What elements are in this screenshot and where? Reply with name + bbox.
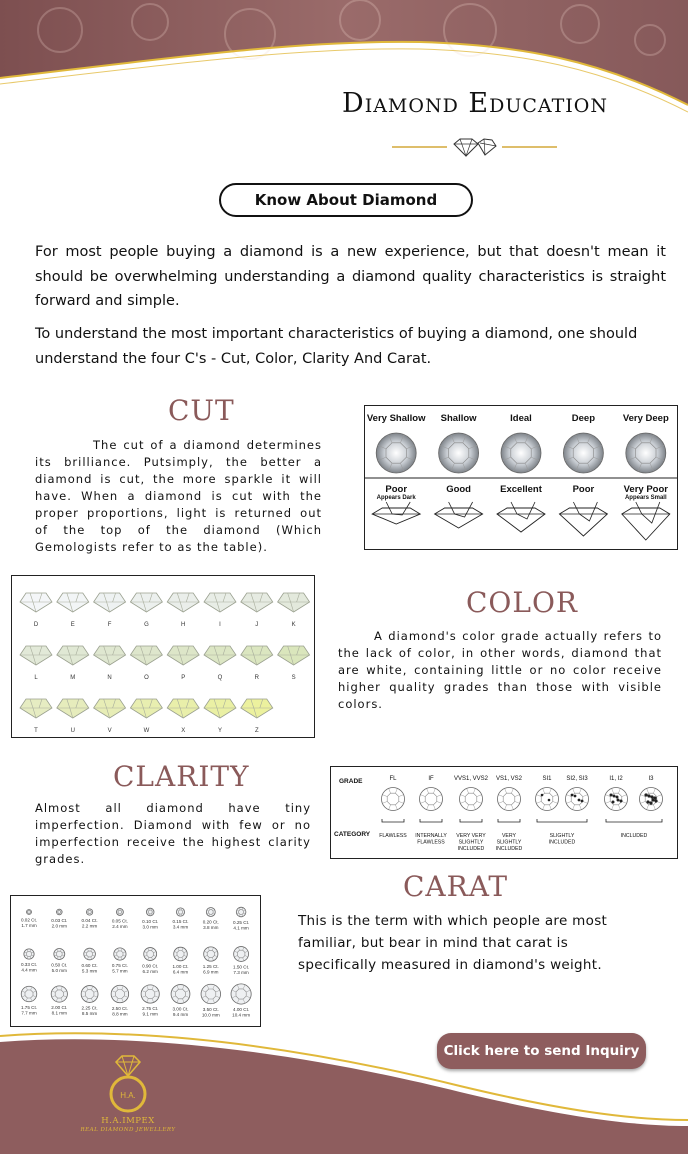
clarity-diamond-icon bbox=[498, 788, 521, 811]
color-diamond-icon bbox=[204, 646, 236, 665]
carat-diamond-icon bbox=[111, 985, 129, 1003]
color-diamond-icon bbox=[130, 699, 162, 718]
color-grade-label: E bbox=[70, 622, 75, 628]
carat-size-label: 5.7 mm bbox=[112, 968, 128, 974]
color-diamond-icon bbox=[130, 593, 162, 612]
carat-diamond-icon bbox=[171, 985, 190, 1004]
carat-weight-label: 3.00 Ct. bbox=[172, 1006, 189, 1012]
carat-diamond-icon bbox=[174, 947, 188, 961]
color-diamond-icon bbox=[130, 646, 162, 665]
clarity-category-label: VERY bbox=[501, 833, 517, 839]
clarity-chart bbox=[330, 766, 678, 859]
carat-size-label: 6.4 mm bbox=[172, 969, 189, 975]
cut-grade-label: Good bbox=[446, 484, 472, 495]
carat-weight-label: 0.60 Ct. bbox=[81, 962, 98, 968]
clarity-grade-label: IF bbox=[428, 776, 434, 782]
color-diamond-icon bbox=[94, 593, 126, 612]
carat-weight-label: 1.50 Ct. bbox=[233, 964, 250, 970]
cut-grade-label: Poor bbox=[385, 484, 408, 495]
carat-diamond-icon bbox=[201, 984, 221, 1004]
clarity-category-label: SLIGHTLY bbox=[549, 833, 575, 839]
carat-description: This is the term with which people are most familiar, but bear in mind that carat is specifically measured in diamond's weight. bbox=[298, 913, 608, 973]
carat-weight-label: 0.25 Ct. bbox=[233, 919, 250, 925]
carat-diamond-icon bbox=[206, 908, 215, 917]
color-grade-label: M bbox=[70, 675, 76, 681]
carat-size-label: 9.1 mm bbox=[142, 1011, 158, 1017]
carat-size-label: 10.0 mm bbox=[201, 1012, 220, 1018]
carat-size-label: 8.1 mm bbox=[51, 1010, 67, 1016]
cut-description: The cut of a diamond determines its brilliance. Putsimply, the better a diamond is cut, the more sparkle it will have. When a diamond is cut with the proper proportions, light is returned out of the top of the diamond (Which Gemologists refer to as the table). bbox=[35, 438, 322, 554]
carat-diamond-icon bbox=[144, 948, 157, 961]
cut-profile-icon bbox=[372, 502, 420, 524]
clarity-bracket bbox=[537, 819, 587, 822]
intro-paragraph: For most people buying a diamond is a new experience, but that doesn't mean it should be overwhelming understanding a diamond quality characteristics is straight forward and simple. bbox=[35, 244, 666, 309]
page-title: Diamond Education bbox=[342, 88, 608, 119]
clarity-grade-label: SI1 bbox=[542, 776, 552, 782]
color-grade-label: O bbox=[144, 675, 149, 681]
carat-size-label: 5.3 mm bbox=[81, 968, 98, 974]
color-grade-label: K bbox=[291, 622, 296, 628]
carat-diamond-icon bbox=[24, 949, 34, 959]
carat-diamond-icon bbox=[51, 986, 67, 1002]
clarity-grade-heading: GRADE bbox=[339, 778, 363, 785]
carat-weight-label: 2.00 Ct. bbox=[51, 1005, 68, 1011]
clarity-bracket bbox=[382, 819, 404, 822]
cut-chart bbox=[364, 405, 678, 550]
cut-depth-label: Ideal bbox=[510, 413, 532, 424]
carat-diamond-icon bbox=[146, 908, 154, 916]
clarity-diamond-icon bbox=[640, 788, 663, 811]
clarity-category-label: FLAWLESS bbox=[417, 839, 445, 846]
cut-depth-label: Deep bbox=[571, 413, 596, 424]
carat-weight-label: 0.04 Ct. bbox=[81, 918, 98, 924]
carat-weight-label: 2.25 Ct. bbox=[81, 1005, 98, 1011]
carat-diamond-icon bbox=[234, 947, 249, 962]
clarity-bracket bbox=[606, 819, 662, 822]
carat-title: CARAT bbox=[403, 870, 509, 903]
cut-diamond-top-icon bbox=[563, 433, 603, 473]
clarity-title: CLARITY bbox=[113, 760, 250, 793]
cut-grade-sublabel: Appears Dark bbox=[376, 495, 416, 501]
carat-weight-label: 0.20 Ct. bbox=[202, 919, 219, 925]
clarity-grade-label: I3 bbox=[648, 776, 654, 782]
carat-weight-label: 1.00 Ct. bbox=[172, 963, 189, 969]
clarity-category-label: SLIGHTLY bbox=[458, 839, 484, 846]
color-grade-label: W bbox=[143, 728, 150, 734]
color-diamond-icon bbox=[20, 593, 52, 612]
clarity-category-label: INCLUDED bbox=[495, 846, 523, 852]
logo-monogram: H.A. bbox=[120, 1091, 136, 1100]
cut-diamond-top-icon bbox=[501, 433, 541, 473]
clarity-bracket bbox=[420, 819, 442, 822]
cut-depth-label: Very Shallow bbox=[366, 413, 426, 424]
clarity-diamond-icon bbox=[460, 788, 483, 811]
color-grade-label: Q bbox=[217, 675, 223, 681]
brand-name: H.A.IMPEX bbox=[101, 1116, 155, 1126]
clarity-grade-label: I1, I2 bbox=[609, 776, 623, 782]
carat-size-label: 2.4 mm bbox=[112, 923, 128, 929]
color-diamond-icon bbox=[204, 699, 236, 718]
color-grade-label: H bbox=[181, 622, 186, 628]
color-grade-label: F bbox=[107, 622, 112, 628]
carat-size-label: 8.8 mm bbox=[112, 1011, 128, 1017]
color-diamond-icon bbox=[20, 699, 52, 718]
carat-weight-label: 0.02 Ct. bbox=[20, 917, 38, 923]
color-grade-label: D bbox=[33, 622, 39, 628]
carat-weight-label: 0.03 Ct. bbox=[51, 917, 68, 923]
color-diamond-icon bbox=[167, 646, 199, 665]
color-diamond-icon bbox=[278, 593, 310, 612]
carat-diamond-icon bbox=[21, 986, 37, 1002]
carat-diamond-icon bbox=[27, 910, 32, 915]
clarity-diamond-icon bbox=[382, 788, 405, 811]
clarity-diamond-icon bbox=[420, 788, 443, 811]
carat-size-label: 4.1 mm bbox=[233, 925, 249, 931]
color-grade-label: J bbox=[255, 622, 259, 628]
diamond-ornament-icon bbox=[392, 134, 557, 160]
clarity-category-label: INCLUDED bbox=[620, 833, 648, 839]
color-grade-label: Z bbox=[254, 728, 259, 734]
carat-weight-label: 0.05 Ct. bbox=[111, 918, 128, 924]
header-banner bbox=[0, 0, 688, 140]
color-chart bbox=[11, 575, 315, 738]
color-diamond-icon bbox=[57, 646, 89, 665]
carat-weight-label: 4.00 Ct. bbox=[233, 1007, 250, 1013]
clarity-grade-label: SI2, SI3 bbox=[566, 776, 588, 782]
carat-size-label: 3.0 mm bbox=[142, 924, 158, 930]
color-diamond-icon bbox=[204, 593, 236, 612]
color-grade-label: R bbox=[254, 675, 259, 681]
cut-diamond-top-icon bbox=[626, 433, 666, 473]
color-grade-label: U bbox=[70, 728, 75, 734]
color-diamond-icon bbox=[57, 699, 89, 718]
color-diamond-icon bbox=[241, 646, 273, 665]
carat-weight-label: 2.75 Ct. bbox=[142, 1006, 159, 1012]
cut-profile-icon bbox=[497, 502, 545, 532]
carat-size-label: 2.0 mm bbox=[51, 923, 67, 929]
clarity-bracket bbox=[460, 819, 482, 822]
carat-size-label: 6.9 mm bbox=[203, 969, 219, 975]
cut-depth-label: Very Deep bbox=[622, 413, 669, 424]
carat-diamond-icon bbox=[81, 986, 98, 1003]
carat-size-label: 10.4 mm bbox=[232, 1012, 251, 1018]
color-diamond-icon bbox=[241, 593, 273, 612]
brand-tagline: REAL DIAMOND JEWELLERY bbox=[80, 1127, 176, 1133]
carat-size-label: 1.7 mm bbox=[21, 923, 37, 928]
carat-diamond-icon bbox=[84, 948, 96, 960]
intro-paragraph: To understand the most important characteristics of buying a diamond, one should understand the four C's - Cut, Color, Clarity And Carat. bbox=[35, 326, 638, 367]
carat-diamond-icon bbox=[116, 909, 123, 916]
carat-weight-label: 2.50 Ct. bbox=[111, 1005, 128, 1011]
cut-grade-label: Poor bbox=[572, 484, 595, 495]
clarity-grade-label: FL bbox=[389, 776, 397, 782]
clarity-diamond-icon bbox=[605, 788, 628, 811]
cut-profile-icon bbox=[435, 502, 483, 528]
cut-diamond-top-icon bbox=[376, 433, 416, 473]
color-diamond-icon bbox=[94, 699, 126, 718]
carat-size-label: 3.8 mm bbox=[203, 924, 219, 930]
carat-weight-label: 3.50 Ct. bbox=[202, 1006, 219, 1012]
color-diamond-icon bbox=[278, 646, 310, 665]
clarity-bracket bbox=[498, 819, 520, 822]
clarity-diamond-icon bbox=[536, 788, 559, 811]
carat-weight-label: 1.75 Ct. bbox=[20, 1004, 38, 1010]
color-grade-label: V bbox=[107, 728, 112, 734]
carat-weight-label: 0.33 Ct. bbox=[20, 962, 38, 968]
clarity-description: Almost all diamond have tiny imperfection. Diamond with few or no imperfection receive the highest clarity grades. bbox=[35, 801, 311, 866]
carat-size-label: 7.3 mm bbox=[233, 969, 249, 975]
color-diamond-icon bbox=[94, 646, 126, 665]
carat-diamond-icon bbox=[86, 909, 92, 915]
send-inquiry-button[interactable]: Click here to send Inquiry bbox=[437, 1033, 646, 1069]
color-grade-label: Y bbox=[217, 728, 223, 734]
color-diamond-icon bbox=[241, 699, 273, 718]
carat-weight-label: 0.90 Ct. bbox=[142, 963, 159, 969]
carat-size-label: 4.4 mm bbox=[21, 967, 37, 973]
carat-diamond-icon bbox=[54, 949, 65, 960]
carat-weight-label: 0.75 Ct. bbox=[111, 963, 128, 969]
color-grade-label: G bbox=[144, 622, 149, 628]
carat-weight-label: 1.25 Ct. bbox=[202, 964, 219, 970]
color-diamond-icon bbox=[20, 646, 52, 665]
cut-depth-label: Shallow bbox=[440, 413, 477, 424]
clarity-category-heading: CATEGORY bbox=[334, 831, 371, 838]
clarity-diamond-icon bbox=[566, 788, 589, 811]
carat-diamond-icon bbox=[204, 947, 218, 961]
color-diamond-icon bbox=[57, 593, 89, 612]
cut-title: CUT bbox=[168, 394, 235, 427]
color-grade-label: T bbox=[34, 728, 38, 734]
color-grade-label: S bbox=[291, 675, 296, 681]
carat-size-label: 8.5 mm bbox=[81, 1010, 98, 1016]
carat-weight-label: 0.10 Ct. bbox=[142, 918, 159, 924]
carat-diamond-icon bbox=[114, 948, 126, 960]
carat-diamond-icon bbox=[56, 909, 62, 915]
color-grade-label: N bbox=[107, 675, 112, 681]
carat-size-label: 7.7 mm bbox=[21, 1010, 37, 1016]
color-grade-label: P bbox=[181, 675, 186, 681]
clarity-category-label: SLIGHTLY bbox=[496, 839, 522, 846]
cut-diamond-top-icon bbox=[439, 433, 479, 473]
color-diamond-icon bbox=[167, 699, 199, 718]
carat-diamond-icon bbox=[236, 907, 246, 917]
carat-size-label: 3.4 mm bbox=[172, 924, 189, 930]
cut-grade-label: Excellent bbox=[500, 484, 542, 495]
color-description: A diamond's color grade actually refers to the lack of color, in other words, diamond that are white, containing little or no color receive higher quality grades than those with visible colors. bbox=[338, 629, 662, 711]
carat-weight-label: 0.15 Ct. bbox=[172, 919, 189, 925]
cut-grade-sublabel: Appears Small bbox=[624, 495, 667, 501]
carat-weight-label: 0.50 Ct. bbox=[51, 962, 68, 968]
carat-chart bbox=[10, 895, 261, 1027]
carat-size-label: 6.2 mm bbox=[142, 968, 158, 974]
color-diamond-icon bbox=[167, 593, 199, 612]
cut-profile-icon bbox=[559, 502, 607, 536]
color-grade-label: L bbox=[34, 675, 38, 681]
carat-size-label: 2.2 mm bbox=[81, 923, 98, 929]
clarity-category-label: VERY VERY bbox=[456, 833, 486, 839]
cut-profile-icon bbox=[622, 502, 670, 540]
clarity-category-label: INCLUDED bbox=[457, 846, 485, 852]
clarity-grade-label: VS1, VS2 bbox=[495, 776, 523, 782]
cut-grade-label: Very Poor bbox=[623, 484, 668, 495]
carat-size-label: 9.4 mm bbox=[172, 1011, 189, 1017]
carat-diamond-icon bbox=[141, 985, 159, 1003]
carat-diamond-icon bbox=[176, 908, 184, 916]
clarity-grade-label: VVS1, VVS2 bbox=[453, 776, 489, 782]
color-title: COLOR bbox=[466, 586, 579, 619]
color-grade-label: I bbox=[219, 622, 221, 628]
clarity-category-label: FLAWLESS bbox=[379, 833, 407, 839]
color-grade-label: X bbox=[181, 728, 186, 734]
clarity-category-label: INCLUDED bbox=[548, 839, 576, 846]
carat-size-label: 5.0 mm bbox=[51, 967, 67, 973]
clarity-category-label: INTERNALLY bbox=[415, 833, 447, 839]
know-about-diamond-button[interactable]: Know About Diamond bbox=[219, 183, 473, 217]
carat-diamond-icon bbox=[231, 984, 251, 1004]
